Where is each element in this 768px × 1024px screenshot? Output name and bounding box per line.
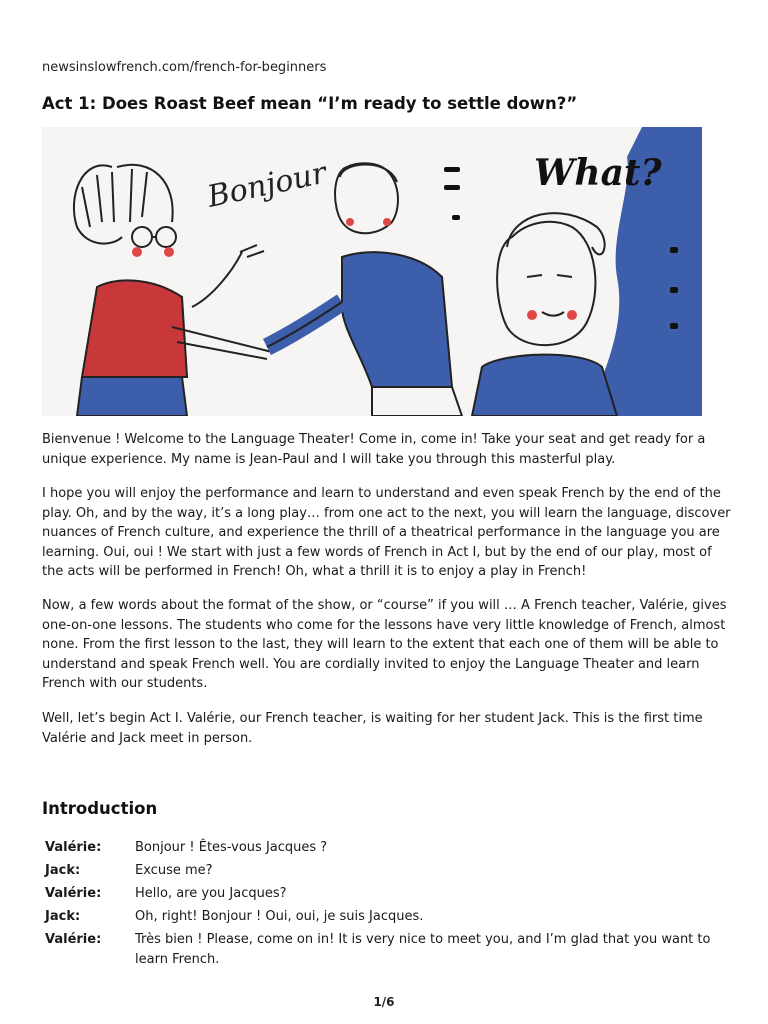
bubble-what: What? [534, 152, 662, 194]
speaker: Valérie: [45, 886, 102, 901]
intro-paragraph-3: Now, a few words about the format of the show, or “course” if you will … A French teacher, Valérie, gives one-on-one lessons. The students who come for the lessons have very little knowledge of French, almost none. From the first lesson to the last, they will learn to the extent that each one of them will be able to understand and speak French well. You are cordially invited to enjoy the Language Theater and learn French with our students. [42, 598, 727, 691]
intro-paragraph-1: Bienvenue ! Welcome to the Language Theater! Come in, come in! Take your seat and get ready for a unique experience. My name is Jean-Paul and I will take you through this masterful play. [42, 432, 706, 467]
page-title: Act 1: Does Roast Beef mean “I’m ready to settle down?” [42, 94, 578, 113]
line-text: Bonjour ! Êtes-vous Jacques ? [135, 840, 328, 855]
intro-paragraph-2: I hope you will enjoy the performance and learn to understand and even speak French by the end of the play. Oh, and by the way, it’s a long play… from one act to the next, you will learn the language, discover nuances of French culture, and experience the thrill of a theatrical performance in the language you are learning. Oui, oui ! We start with just a few words of French in Act I, but by the end of our play, most of the acts will be performed in French! Oh, what a thrill it is to enjoy a play in French! [42, 486, 731, 579]
comic-illustration [42, 127, 702, 416]
page-number: 1/6 [373, 995, 395, 1009]
dialogue-line [42, 838, 732, 858]
line-text: Oh, right! Bonjour ! Oui, oui, je suis Jacques. [135, 909, 424, 924]
dialogue [42, 838, 732, 973]
speaker: Valérie: [45, 932, 102, 947]
dialogue-line [42, 930, 732, 970]
bubble-bonjour: Bonjour [204, 155, 330, 215]
source-url[interactable]: newsinslowfrench.com/french-for-beginners [42, 60, 327, 75]
dialogue-line [42, 884, 732, 904]
speaker: Valérie: [45, 840, 102, 855]
intro-paragraph-4: Well, let’s begin Act I. Valérie, our French teacher, is waiting for her student Jack. This is the first time Valérie and Jack meet in person. [42, 711, 703, 746]
section-heading: Introduction [42, 799, 158, 818]
dialogue-line [42, 907, 732, 927]
speaker: Jack: [45, 863, 81, 878]
line-text: Excuse me? [135, 863, 213, 878]
speaker: Jack: [45, 909, 81, 924]
line-text: Hello, are you Jacques? [135, 886, 287, 901]
line-text: Très bien ! Please, come on in! It is very nice to meet you, and I’m glad that you want to learn French. [135, 932, 711, 967]
dialogue-line [42, 861, 732, 881]
